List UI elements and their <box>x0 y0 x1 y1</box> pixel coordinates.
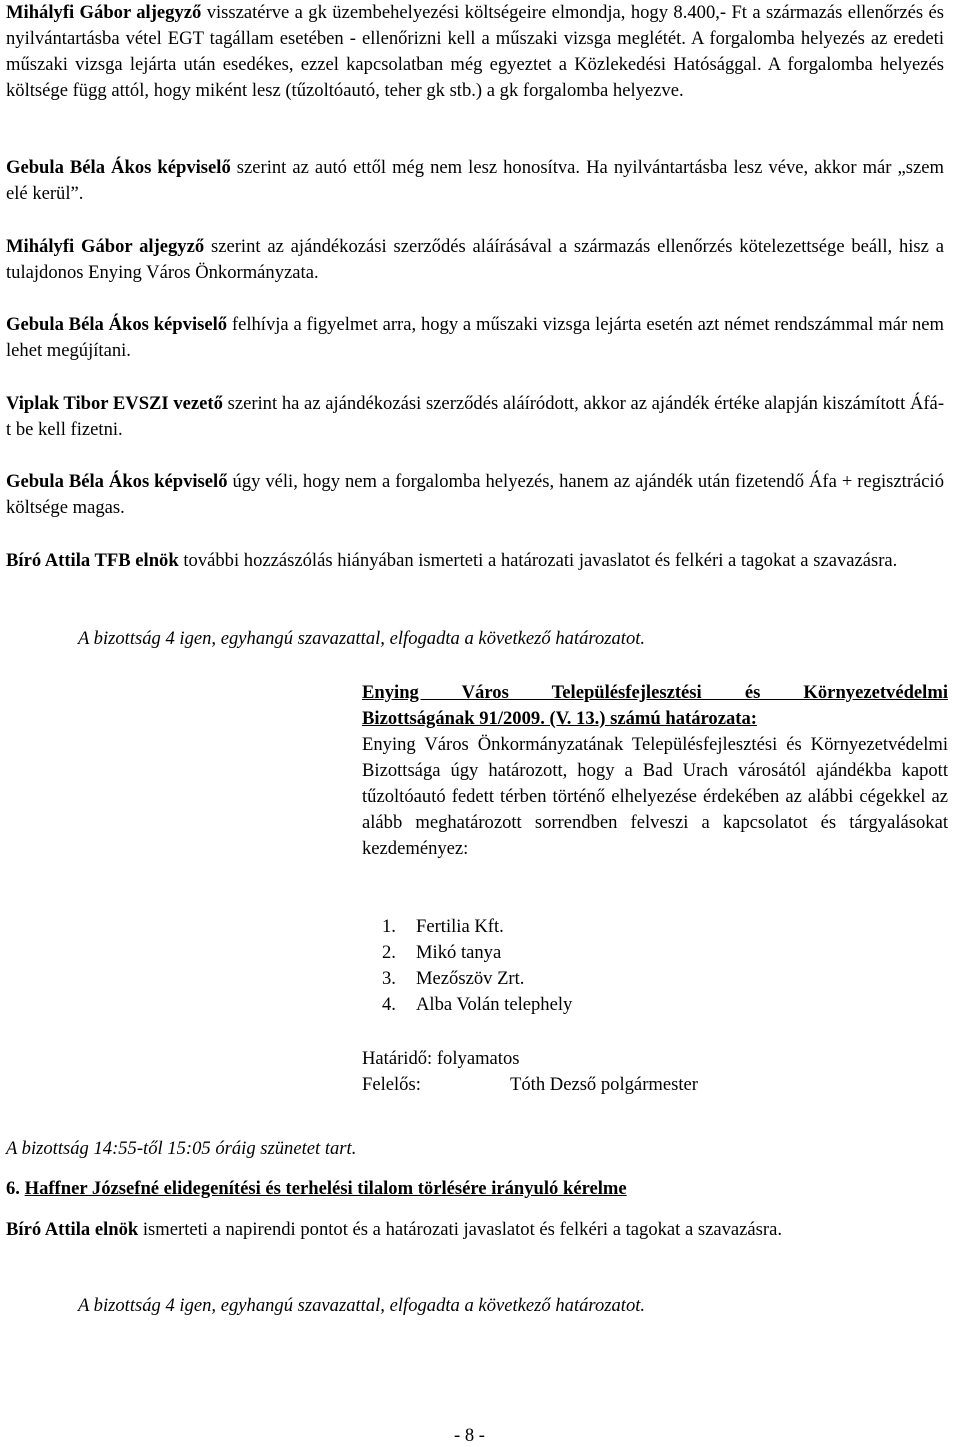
paragraph-text: úgy véli, hogy nem a forgalomba helyezés, hanem az ajándék után fizetendő Áfa + regisztráció költsége magas. <box>6 471 944 518</box>
paragraph-text: ismerteti a napirendi pontot és a határozati javaslatot és felkéri a tagokat a szavazásra. <box>138 1219 783 1240</box>
list-item <box>362 914 572 940</box>
paragraph-elnok-2 <box>6 1217 944 1243</box>
resolution-body: Enying Város Önkormányzatának Településfejlesztési és Környezetvédelmi Bizottsága úgy határozott, hogy a Bad Urach városától ajándékba kapott tűzoltóautó fedett térben történő elhelyezése érdekében az alábbi cégekkel az alább meghatározott sorrendben felveszi a kapcsolatot és tárgyalásokat kezdeményez: <box>362 734 948 859</box>
list-number: 3. <box>382 968 396 989</box>
paragraph-kepviselo-1 <box>6 155 944 207</box>
paragraph-text: további hozzászólás hiányában ismerteti a határozati javaslatot és felkéri a tagokat a szavazásra. <box>178 550 898 571</box>
paragraph-text: szerint az autó ettől még nem lesz honosítva. Ha nyilvántartásba lesz véve, akkor már „szem elé kerül”. <box>6 157 944 204</box>
list-number: 1. <box>382 916 396 937</box>
vote-result: A bizottság 4 igen, egyhangú szavazattal, elfogadta a következő határozatot. <box>78 1295 646 1316</box>
paragraph-text: szerint az ajándékozási szerződés aláírásával a származás ellenőrzés kötelezettsége beáll, hisz a tulajdonos Enying Város Önkormányzata. <box>6 236 944 283</box>
section-heading <box>6 1178 627 1200</box>
deadline: Határidő: folyamatos <box>362 1048 520 1069</box>
paragraph-aljegyzo-1 <box>6 0 944 104</box>
paragraph-aljegyzo-2 <box>6 234 944 286</box>
list-number: 4. <box>382 994 396 1015</box>
list-label: Fertilia Kft. <box>416 916 504 937</box>
speaker-name: Gebula Béla Ákos képviselő <box>6 471 228 492</box>
speaker-name: Gebula Béla Ákos képviselő <box>6 314 228 335</box>
resolution-title-line: Enying Város Településfejlesztési és Környezetvédelmi <box>362 682 948 703</box>
section-title: Haffner Józsefné elidegenítési és terhelési tilalom törlésére irányuló kérelme <box>24 1178 627 1199</box>
page-number: - 8 - <box>454 1425 485 1446</box>
section-number: 6. <box>6 1178 20 1199</box>
paragraph-text: visszatérve a gk üzembehelyezési költségeire elmondja, hogy 8.400,- Ft a származás ellenőrzés és nyilvántartásba vétel EGT tagállam esetében - ellenőrizni kell a műszaki vizsga meglétét. A forgalomba helyezés az eredeti műszaki vizsga lejárta után esedékes, ezzel kapcsolatban még egyeztet a Közlekedési Hatósággal. A forgalomba helyezés költsége függ attól, hogy miként lesz (tűzoltóautó, teher gk stb.) a gk forgalomba helyezve. <box>6 2 944 101</box>
paragraph-kepviselo-3 <box>6 469 944 521</box>
list-item <box>362 940 572 966</box>
speaker-name: Mihályfi Gábor aljegyző <box>6 2 202 23</box>
responsible-value: Tóth Dezső polgármester <box>510 1074 698 1095</box>
responsible-label: Felelős: <box>362 1074 421 1095</box>
speaker-name: Gebula Béla Ákos képviselő <box>6 157 231 178</box>
vote-result: A bizottság 4 igen, egyhangú szavazattal, elfogadta a következő határozatot. <box>78 628 646 649</box>
list-item <box>362 992 572 1018</box>
speaker-name: Mihályfi Gábor aljegyző <box>6 236 205 257</box>
break-note: A bizottság 14:55-től 15:05 óráig szünetet tart. <box>6 1138 357 1159</box>
resolution-title-line: Bizottságának 91/2009. (V. 13.) számú határozata: <box>362 708 757 729</box>
speaker-name: Viplak Tibor EVSZI vezető <box>6 393 223 414</box>
paragraph-evszi <box>6 391 944 443</box>
responsible <box>362 1072 698 1098</box>
paragraph-kepviselo-2 <box>6 312 944 364</box>
speaker-name: Bíró Attila elnök <box>6 1219 139 1240</box>
resolution-title <box>362 680 948 732</box>
paragraph-elnok-1 <box>6 548 944 574</box>
speaker-name: Bíró Attila TFB elnök <box>6 550 179 571</box>
company-list <box>362 914 572 1018</box>
list-label: Mezőszöv Zrt. <box>416 968 525 989</box>
list-item <box>362 966 572 992</box>
list-number: 2. <box>382 942 396 963</box>
paragraph-text: szerint ha az ajándékozási szerződés aláíródott, akkor az ajándék értéke alapján kiszámított Áfá-t be kell fizetni. <box>6 393 945 440</box>
list-label: Alba Volán telephely <box>416 994 573 1015</box>
list-label: Mikó tanya <box>416 942 502 963</box>
paragraph-text: felhívja a figyelmet arra, hogy a műszaki vizsga lejárta esetén azt német rendszámmal már nem lehet megújítani. <box>6 314 944 361</box>
